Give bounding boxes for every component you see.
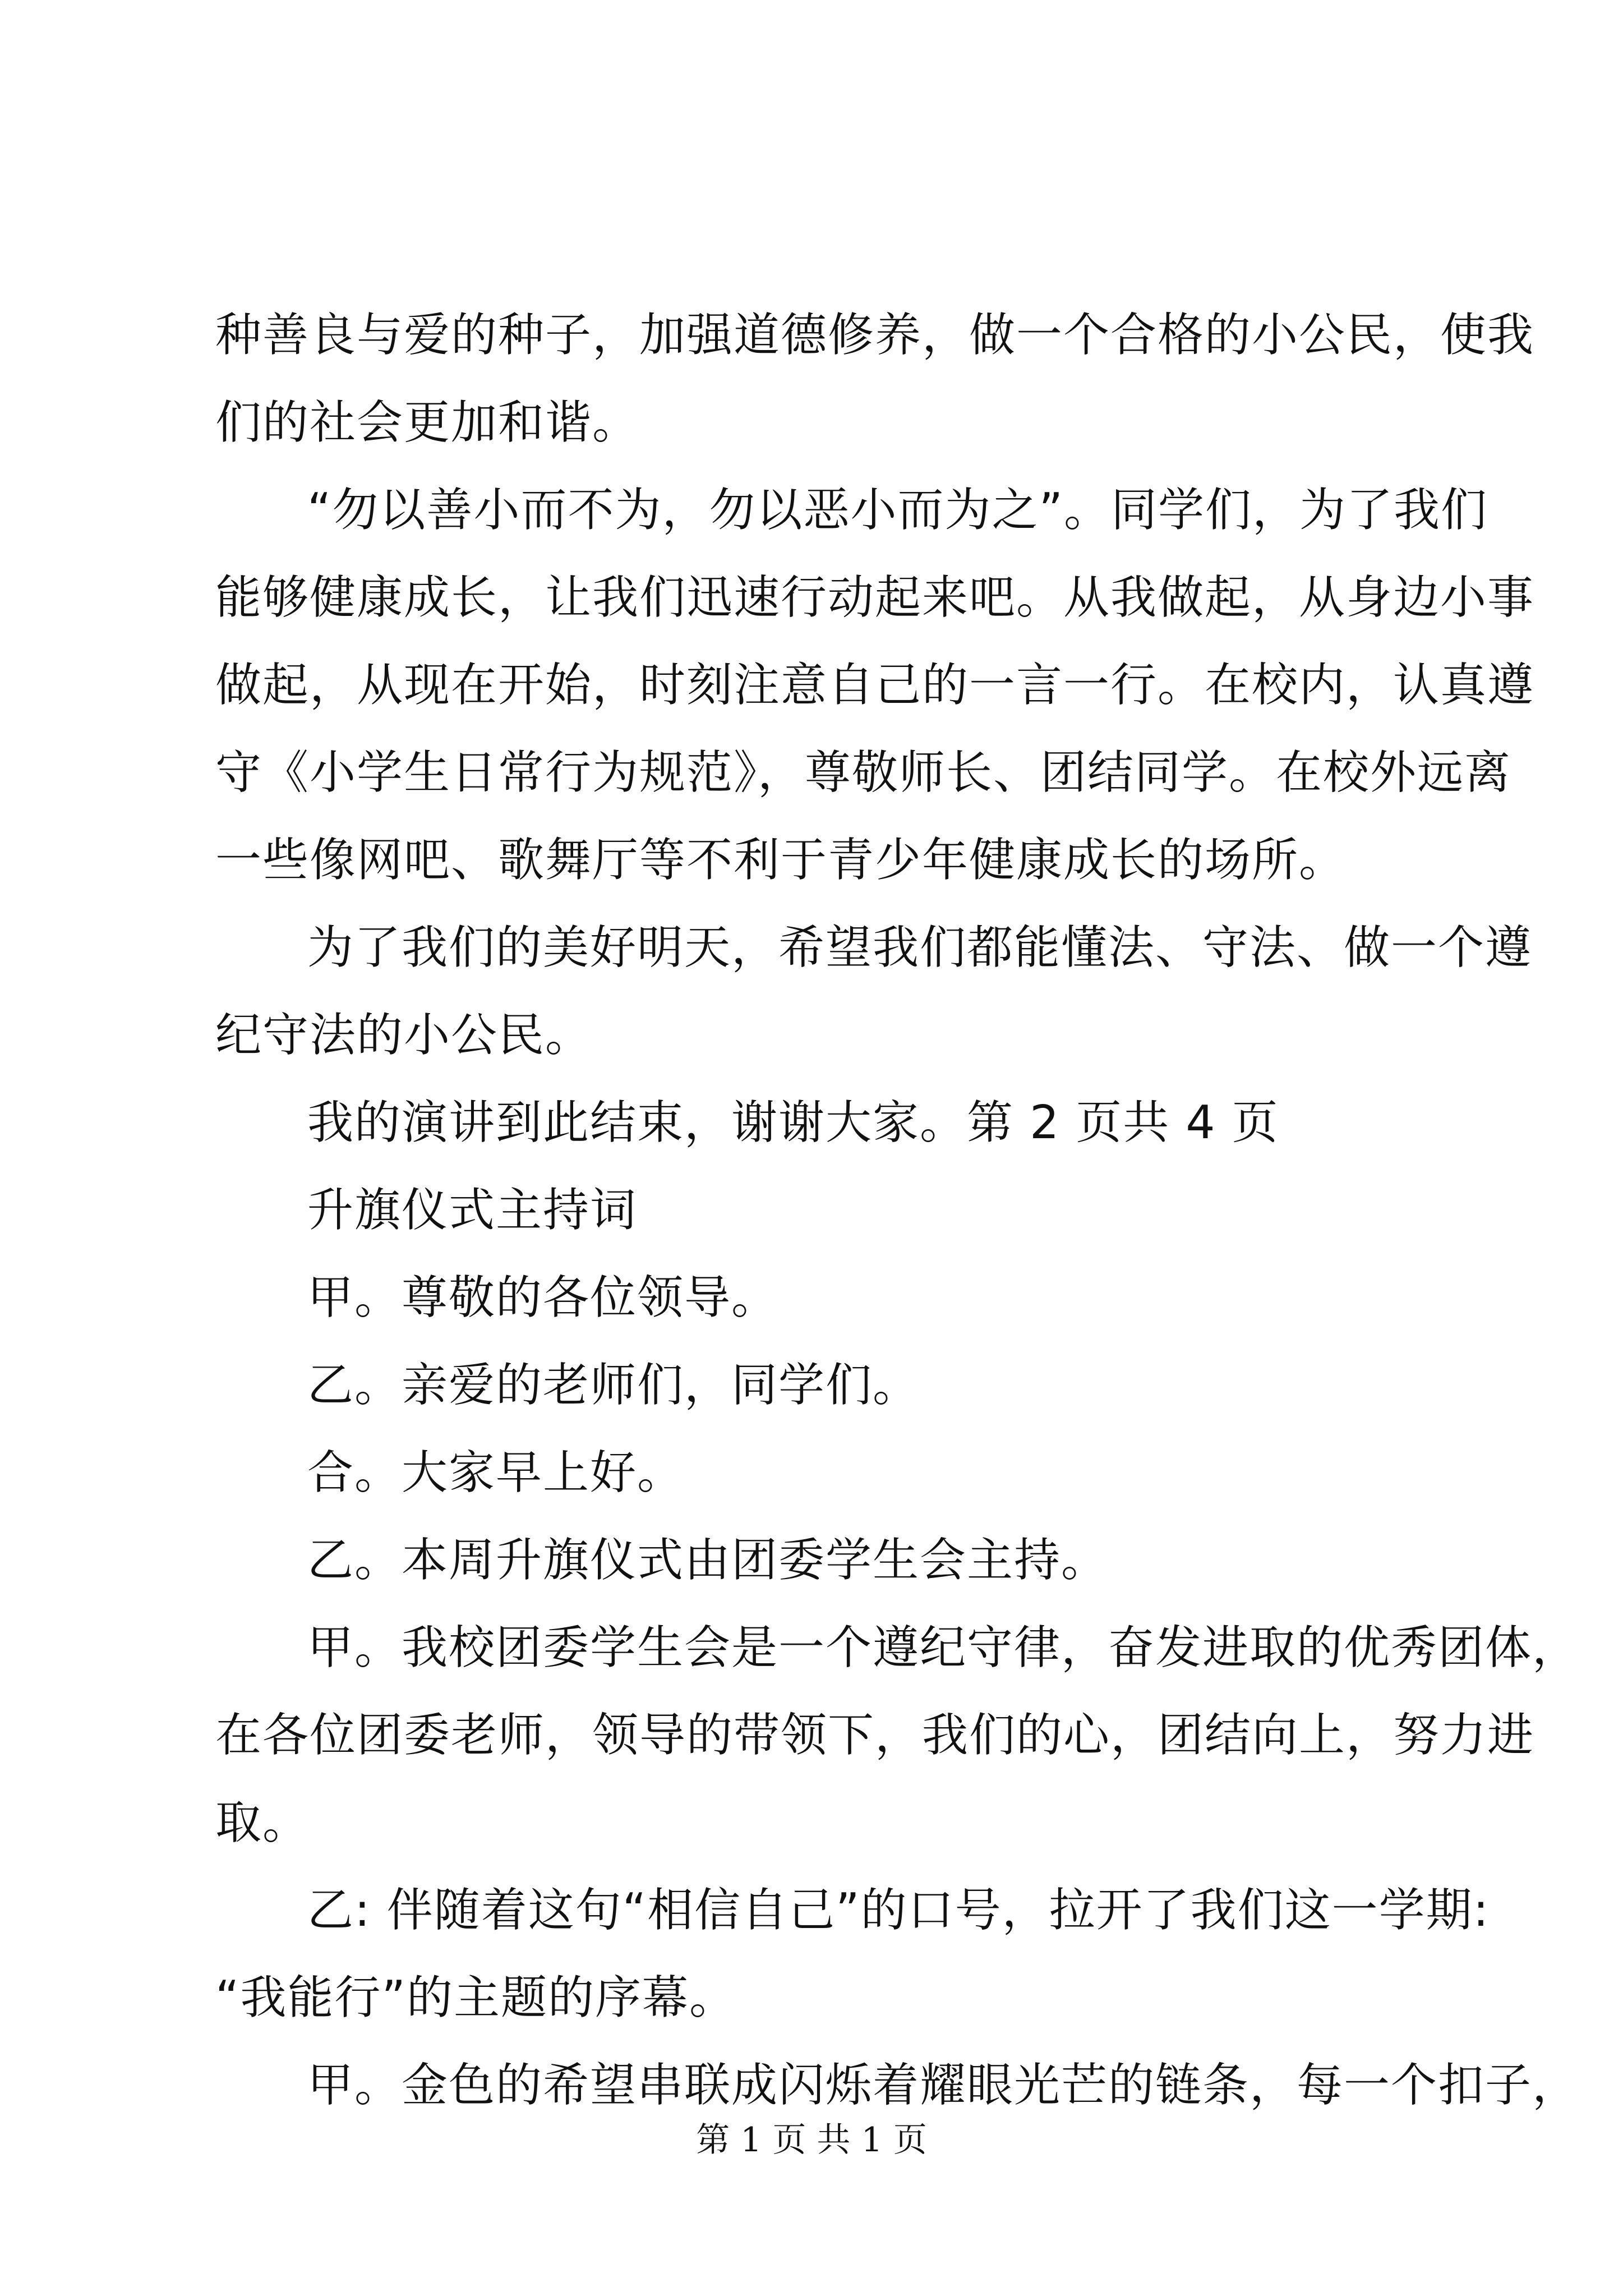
text-line: 合。大家早上好。 (307, 1446, 685, 1499)
text-line: 乙。亲爱的老师们，同学们。 (307, 1359, 920, 1412)
text-line: 甲。尊敬的各位领导。 (307, 1271, 779, 1324)
text-line: 乙: 伴随着这句“相信自己”的口号，拉开了我们这一学期: (307, 1884, 1490, 1937)
text-line: 甲。我校团委学生会是一个遵纪守律，奋发进取的优秀团体， (307, 1621, 1580, 1674)
text-line: 们的社会更加和谐。 (215, 396, 640, 449)
document-body (215, 292, 1580, 2129)
section-heading: 升旗仪式主持词 (307, 1184, 638, 1237)
text-line: “我能行”的主题的序幕。 (215, 1971, 736, 2024)
page-footer: 第 1 页 共 1 页 (696, 2120, 927, 2160)
text-line: 纪守法的小公民。 (215, 1009, 593, 1062)
text-line: 种善良与爱的种子，加强道德修养，做一个合格的小公民，使我 (215, 309, 1535, 362)
text-line: 一些像网吧、歌舞厅等不利于青少年健康成长的场所。 (215, 834, 1347, 887)
text-line: “勿以善小而不为，勿以恶小而为之”。同学们，为了我们 (307, 484, 1488, 537)
text-line: 甲。金色的希望串联成闪烁着耀眼光芒的链条，每一个扣子， (307, 2059, 1580, 2112)
text-line: 在各位团委老师，领导的带领下，我们的心，团结向上，努力进 (215, 1709, 1535, 1762)
text-line: 取。 (215, 1796, 310, 1849)
text-line: 为了我们的美好明天，希望我们都能懂法、守法、做一个遵 (307, 921, 1533, 974)
text-line: 做起，从现在开始，时刻注意自己的一言一行。在校内，认真遵 (215, 659, 1535, 712)
text-line: 能够健康成长，让我们迅速行动起来吧。从我做起，从身边小事 (215, 571, 1535, 624)
text-line: 乙。本周升旗仪式由团委学生会主持。 (307, 1534, 1109, 1587)
text-line: 守《小学生日常行为规范》，尊敬师长、团结同学。在校外远离 (215, 746, 1512, 799)
text-line: 我的演讲到此结束，谢谢大家。第 2 页共 4 页 (307, 1096, 1279, 1149)
